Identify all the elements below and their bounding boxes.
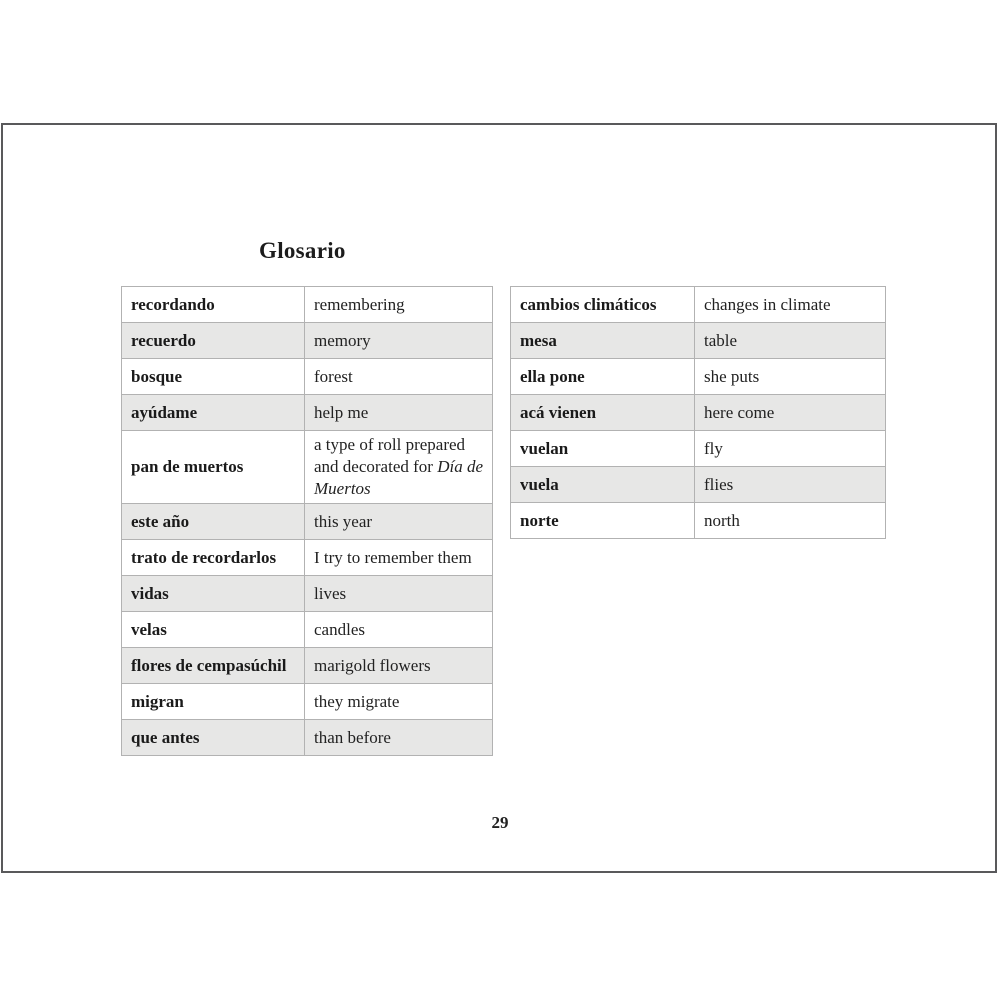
definition-cell: table <box>695 323 886 359</box>
term-cell: ella pone <box>511 359 695 395</box>
definition-cell: this year <box>305 504 493 540</box>
term-cell: vuela <box>511 467 695 503</box>
term-cell: este año <box>122 504 305 540</box>
glossary-row <box>122 395 493 431</box>
term-cell: velas <box>122 612 305 648</box>
definition-cell: I try to remember them <box>305 540 493 576</box>
glossary-row <box>122 504 493 540</box>
glossary-row <box>511 503 886 539</box>
glossary-row <box>122 323 493 359</box>
definition-cell: they migrate <box>305 684 493 720</box>
glossary-row <box>122 612 493 648</box>
term-cell: mesa <box>511 323 695 359</box>
glossary-row <box>122 720 493 756</box>
definition-cell: she puts <box>695 359 886 395</box>
definition-cell: fly <box>695 431 886 467</box>
glossary-row <box>122 431 493 504</box>
definition-cell: flies <box>695 467 886 503</box>
term-cell: vuelan <box>511 431 695 467</box>
definition-cell: than before <box>305 720 493 756</box>
definition-cell: changes in climate <box>695 287 886 323</box>
glossary-row <box>122 648 493 684</box>
glossary-row <box>122 359 493 395</box>
definition-cell: forest <box>305 359 493 395</box>
glossary-table-left <box>121 286 493 756</box>
term-cell: que antes <box>122 720 305 756</box>
italic-phrase: Día de Muertos <box>314 457 483 498</box>
glossary-row <box>511 359 886 395</box>
term-cell: recuerdo <box>122 323 305 359</box>
glossary-row <box>511 395 886 431</box>
definition-cell: help me <box>305 395 493 431</box>
glossary-row <box>122 287 493 323</box>
term-cell: pan de muertos <box>122 431 305 504</box>
term-cell: recordando <box>122 287 305 323</box>
definition-cell: memory <box>305 323 493 359</box>
glossary-row <box>511 467 886 503</box>
definition-cell: remembering <box>305 287 493 323</box>
definition-cell: marigold flowers <box>305 648 493 684</box>
term-cell: norte <box>511 503 695 539</box>
glossary-table-right <box>510 286 886 539</box>
glossary-row <box>511 287 886 323</box>
definition-cell: north <box>695 503 886 539</box>
glossary-row <box>122 684 493 720</box>
definition-cell: candles <box>305 612 493 648</box>
definition-cell: lives <box>305 576 493 612</box>
term-cell: bosque <box>122 359 305 395</box>
glossary-table-right-body <box>511 287 886 539</box>
glossary-row <box>122 540 493 576</box>
term-cell: cambios climáticos <box>511 287 695 323</box>
term-cell: trato de recordarlos <box>122 540 305 576</box>
glossary-title: Glosario <box>259 238 346 263</box>
page-number: 29 <box>491 813 509 832</box>
term-cell: flores de cempasúchil <box>122 648 305 684</box>
glossary-row <box>511 323 886 359</box>
definition-text: a type of roll prepared and decorated for <box>314 435 466 476</box>
term-cell: vidas <box>122 576 305 612</box>
glossary-row <box>511 431 886 467</box>
term-cell: migran <box>122 684 305 720</box>
definition-cell <box>305 431 493 504</box>
term-cell: acá vienen <box>511 395 695 431</box>
glossary-table-left-body <box>122 287 493 756</box>
definition-cell: here come <box>695 395 886 431</box>
glossary-row <box>122 576 493 612</box>
term-cell: ayúdame <box>122 395 305 431</box>
